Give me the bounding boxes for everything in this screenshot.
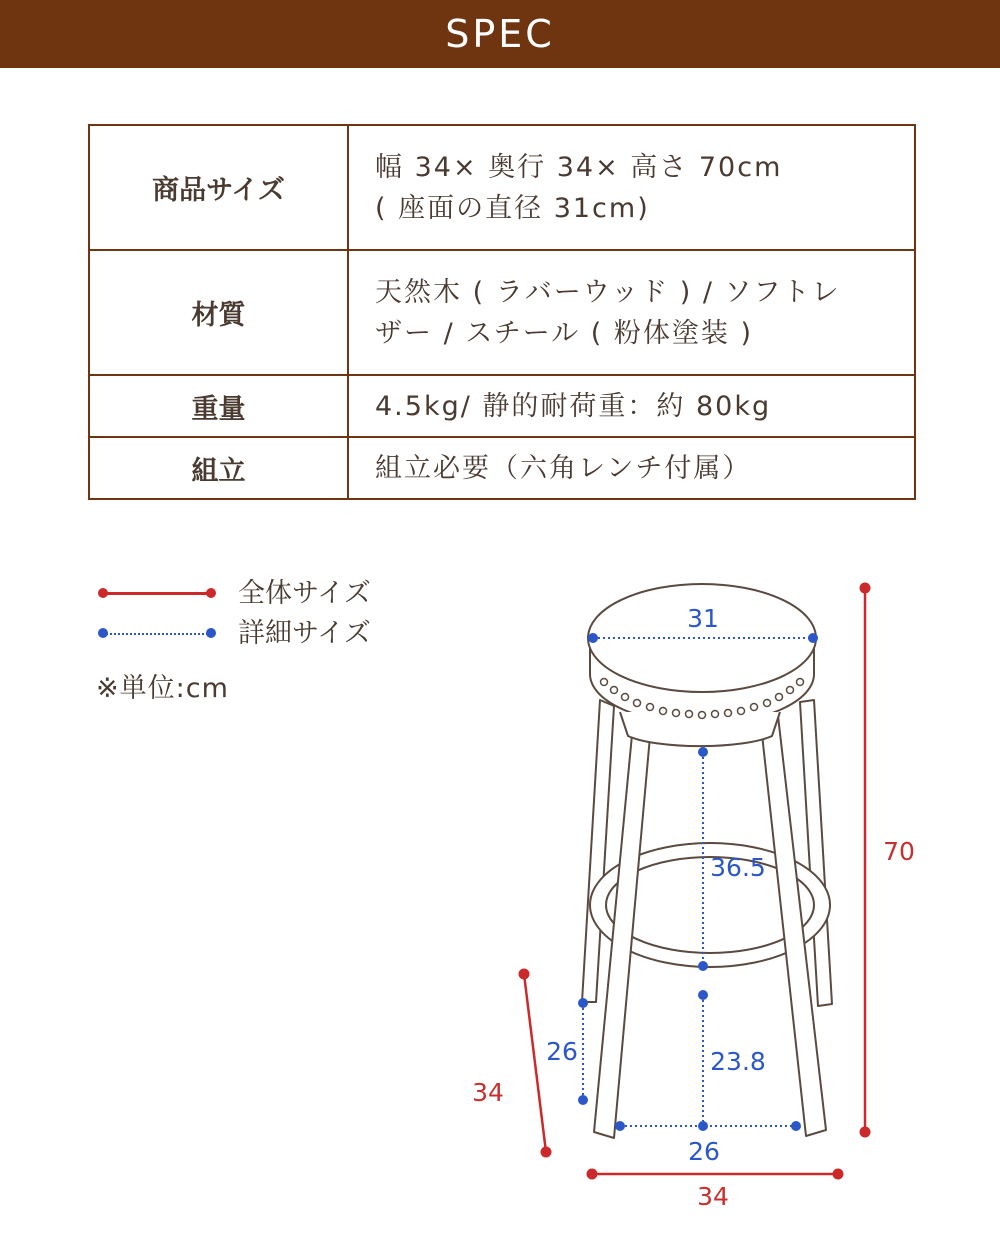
dim-label-total-height: 70 [883, 837, 915, 866]
dim-label-width-outer: 34 [697, 1182, 729, 1211]
spec-label-size: 商品サイズ [89, 125, 348, 250]
dim-line-depth-outer [524, 974, 546, 1152]
dim-label-width-inner: 26 [688, 1137, 720, 1166]
spec-label-material: 材質 [89, 250, 348, 375]
dim-label-depth-inner: 26 [546, 1037, 578, 1066]
spec-value-size-line-1: 幅 34× 奥行 34× 高さ 70cm [375, 151, 783, 183]
spec-value-weight-line-1: 4.5kg/ 静的耐荷重：約 80kg [375, 390, 772, 422]
spec-value-material-line-1: 天然木 ( ラバーウッド ) / ソフトレ [375, 276, 841, 308]
stool-leg-back-left [582, 700, 614, 1002]
unit-note: ※単位:cm [96, 673, 229, 704]
dim-label-seat-to-ring: 36.5 [710, 853, 766, 882]
spec-label-weight: 重量 [89, 375, 348, 437]
dim-label-seat-diameter: 31 [687, 604, 719, 633]
stool-seat-top [588, 584, 816, 692]
spec-label-assembly: 組立 [89, 437, 348, 499]
spec-value-material-line-2: ザー / スチール ( 粉体塗装 ) [375, 317, 753, 349]
legend-overall-label: 全体サイズ [238, 578, 371, 609]
dim-label-depth-outer: 34 [472, 1078, 504, 1107]
spec-value-size-line-2: ( 座面の直径 31cm) [375, 192, 650, 224]
dim-label-ring-to-floor: 23.8 [710, 1047, 766, 1076]
spec-value-assembly-line-1: 組立必要（六角レンチ付属） [375, 452, 752, 484]
stool-illustration [582, 584, 832, 1138]
legend-detail-label: 詳細サイズ [238, 618, 371, 649]
spec-title: SPEC [445, 12, 555, 56]
